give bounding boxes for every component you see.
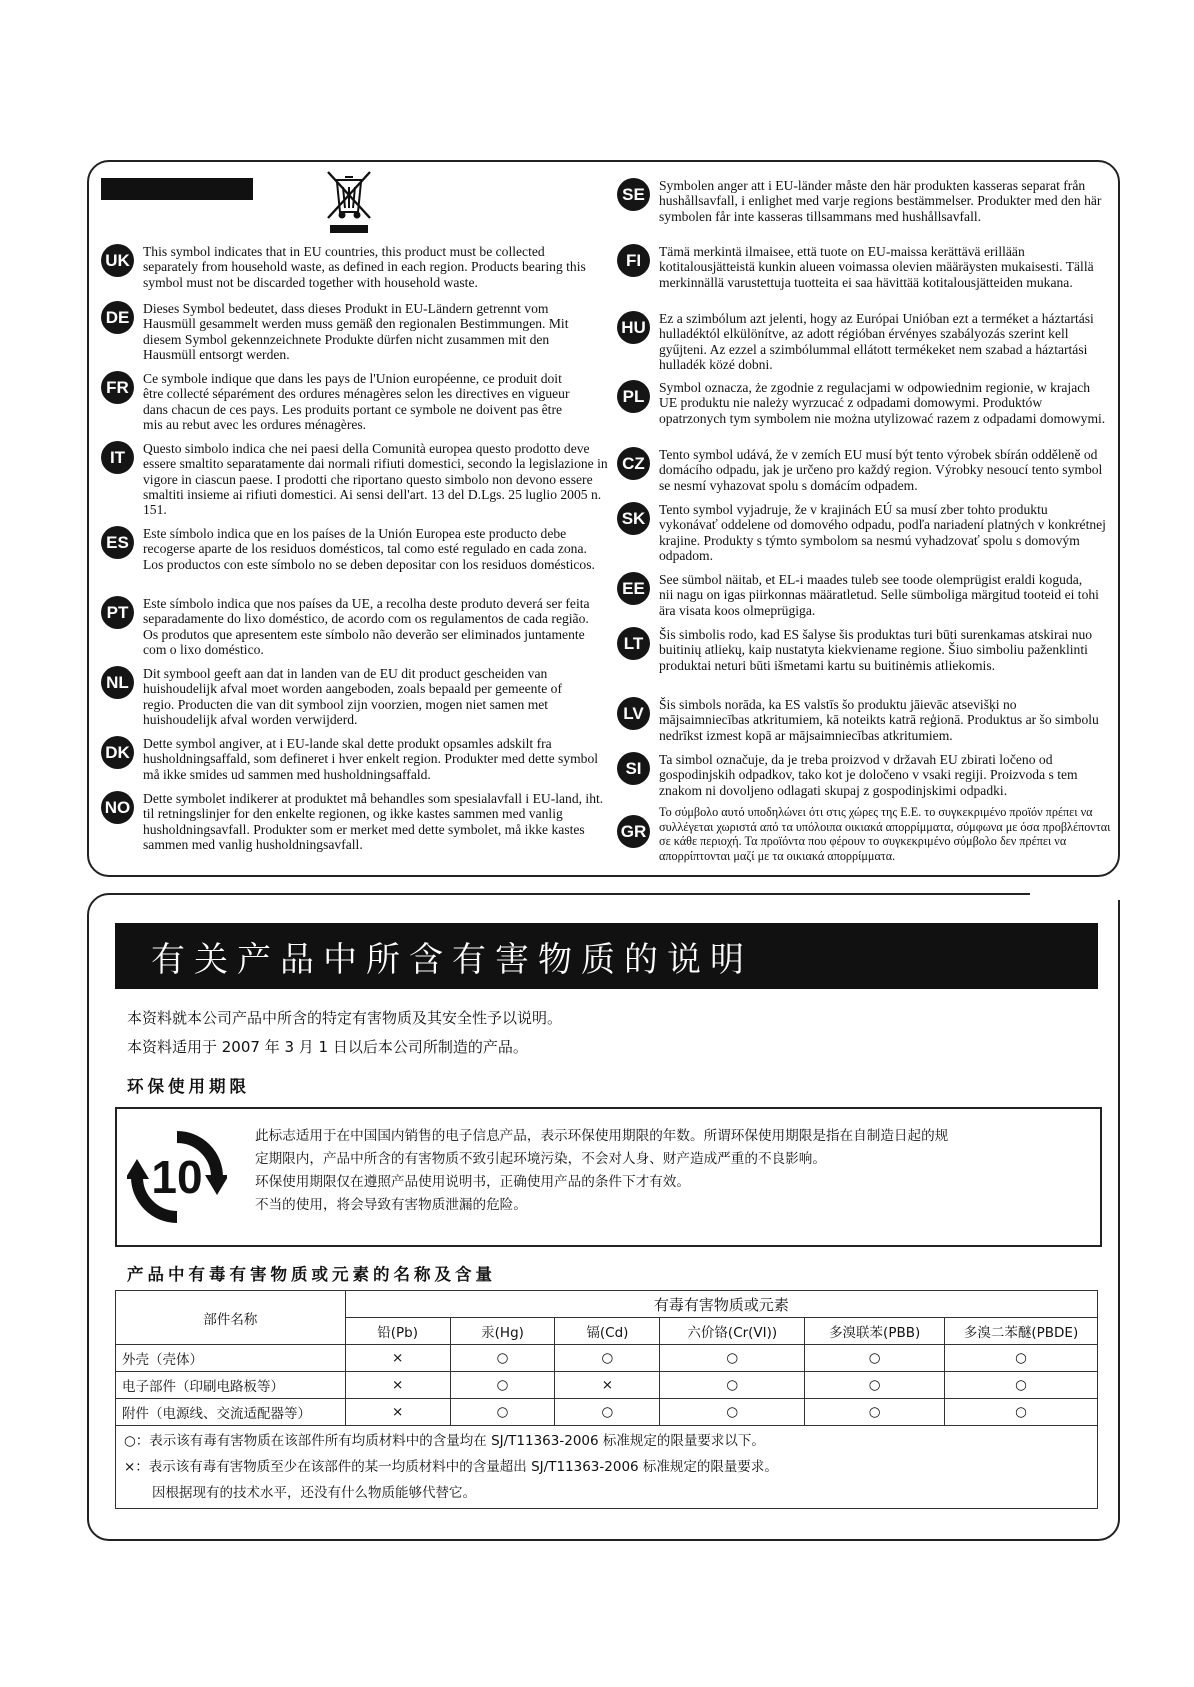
note-reason: 因根据现有的技术水平，还没有什么物质能够代替它。 [152,1485,476,1501]
entry-cz-text: Tento symbol udává, že v zemích EU musí být tento výrobek sbírán odděleně od domácího odpadu, jak je určeno pro každý region. Výrobky nesoucí tento symbol se nesmí vyhazovat spolu s domácím odpadem. [659,447,1103,493]
mark-cell: × [345,1399,450,1426]
lang-badge-se: SE [617,178,650,211]
note-circle: ○：表示该有毒有害物质在该部件所有均质材料中的含量均在 SJ/T11363-2006 标准规定的限量要求以下。 [124,1433,765,1449]
lang-badge-it: IT [101,441,134,474]
entry-lv-text: Šis simbols norāda, ka ES valstīs šo produktu jāievāc atsevišķi no mājsaimniecības atkritumiem, kā noteikts katrā reģionā. Produktus ar šo simbolu nedrīkst izmest kopā ar mājsaimniecības atkritumiem. [659,697,1099,743]
substance-group-header: 有毒有害物质或元素 [345,1291,1097,1318]
part-name-header: 部件名称 [116,1291,346,1345]
eco-period-text [255,1125,1085,1217]
mark-cell: ○ [450,1372,555,1399]
entry-nl [101,666,573,727]
entry-pl-text: Symbol oznacza, że zgodnie z regulacjami w odpowiednim regionie, w krajach UE produktu nie należy wyrzucać z odpadami domowymi. Produktów opatrzonych tym symbolem nie można utylizować razem z odpadami domowymi. [659,380,1106,426]
substance-header: 多溴联苯(PBB) [805,1318,945,1345]
eco-line-4: 不当的使用，将会导致有害物质泄漏的危险。 [255,1197,527,1213]
mark-cell: ○ [660,1399,805,1426]
intro-line-2: 本资料适用于 2007 年 3 月 1 日以后本公司所制造的产品。 [127,1038,528,1056]
entry-de [101,301,573,362]
entry-si [617,752,1114,798]
entry-lt-text: Šis simbolis rodo, kad ES šalyse šis produktas turi būti surenkamas atskirai nuo buitinių atliekų, kaip nustatyta kiekviename regione. Šiuo simboliu paženklinti produktai neturi būti išmetami kartu su buitinėmis atliekomis. [659,627,1093,673]
table-row [116,1372,1098,1399]
lang-badge-ee: EE [617,572,650,605]
entry-no-text: Dette symbolet indikerer at produktet må behandles som spesialavfall i EU-land, iht. til retningslinjer for den enkelte regionen, og ikke kastes sammen med vanlig husholdningsavfall. Produkter som er merket med dette symbolet, må ikke kastes sammen med vanlig husholdningsavfall. [143,791,604,852]
note-cross: ×：表示该有毒有害物质至少在该部件的某一均质材料中的含量超出 SJ/T11363-2006 标准规定的限量要求。 [124,1459,778,1475]
substance-header: 六价铬(Cr(VI)) [660,1318,805,1345]
lang-badge-uk: UK [101,244,134,277]
entry-se-text: Symbolen anger att i EU-länder måste den här produkten kasseras separat från hushållsavfall, i enlighet med varje regions bestämmelser. Produkter med den här symbolen får inte kasseras tillsammans med hushållsavfall. [659,178,1102,224]
lang-badge-cz: CZ [617,447,650,480]
substance-header: 镉(Cd) [555,1318,660,1345]
entry-es [101,526,603,572]
entry-de-text: Dieses Symbol bedeutet, dass dieses Produkt in EU-Ländern getrennt vom Hausmüll gesammelt werden muss gemäß den regionalen Bestimmungen. Mit diesem Symbol gekennzeichnete Produkte dürfen nicht zusammen mit den Hausmüll entsorgt werden. [143,301,569,362]
lang-badge-sk: SK [617,502,650,535]
crossed-out-bin-icon [323,168,375,236]
mark-cell: ○ [555,1399,660,1426]
entry-ee-text: See sümbol näitab, et EL-i maades tuleb see toode olemprügist eraldi koguda, nii nagu on igas piirkonnas määratletud. Selle sümboliga märgitud tooteid ei tohi ära visata koos olmeprügiga. [659,572,1099,618]
lang-badge-fi: FI [617,244,650,277]
entry-uk-text: This symbol indicates that in EU countries, this product must be collected separately from household waste, as defined in each region. Products bearing this symbol must not be discarded together with household waste. [143,244,586,290]
entry-pl [617,380,1107,426]
entry-ee [617,572,1099,618]
mark-cell: × [555,1372,660,1399]
eco-logo-number: 10 [151,1151,203,1203]
entry-sk [617,502,1107,563]
entry-gr-text: Το σύμβολο αυτό υποδηλώνει ότι στις χώρες της Ε.Ε. το συγκεκριμένο προϊόν πρέπει να συλλέγεται χωριστά από τα υπόλοιπα οικιακά απορρίμματα, σύμφωνα με όσα προβλέπονται σε κάθε περιοχή. Τα προϊόντα που φέρουν το συγκεκριμένο σύμβολο δεν πρέπει να απορρίπτονται μαζί με τα οικιακά απορρίμματα. [659,805,1111,863]
mark-cell: ○ [805,1372,945,1399]
lang-badge-nl: NL [101,666,134,699]
mark-cell: ○ [945,1372,1098,1399]
lang-badge-dk: DK [101,736,134,769]
eco-period-box [115,1107,1102,1247]
entry-nl-text: Dit symbool geeft aan dat in landen van de EU dit product gescheiden van huishoudelijk afval moet worden aangeboden, zoals bepaald per gemeente of regio. Producten die van dit symbool zijn voorzien, mogen niet samen met huishoudelijk afval worden verwijderd. [143,666,562,727]
mark-cell: ○ [945,1345,1098,1372]
entry-pt-text: Este símbolo indica que nos países da UE, a recolha deste produto deverá ser feita separadamente do lixo doméstico, de acordo com os regulamentos de cada região. Os produtos que apresentem este símbolo não deverão ser eliminados juntamente com o lixo doméstico. [143,596,590,657]
intro-line-1: 本资料就本公司产品中所含的特定有害物质及其安全性予以说明。 [127,1009,563,1027]
mark-cell: ○ [805,1345,945,1372]
mark-cell: ○ [555,1345,660,1372]
part-name: 附件（电源线、交流适配器等） [116,1399,346,1426]
lang-badge-de: DE [101,301,134,334]
hazardous-substance-table [115,1290,1098,1509]
entry-uk [101,244,603,290]
table-row [116,1345,1098,1372]
entry-hu [617,311,1099,372]
entry-fr-text: Ce symbole indique que dans les pays de l'Union européenne, ce produit doit être collecté séparément des ordures ménagères selon les directives en vigueur dans chacun de ces pays. Les produits portant ce symbole ne doivent pas être mis au rebut avec les ordures ménagères. [143,371,570,432]
entry-fi-text: Tämä merkintä ilmaisee, että tuote on EU-maissa kerättävä erillään kotitalousjätteistä kunkin alueen voimassa olevien määräysten mukaisesti. Tällä merkinnällä varustettuja tuotteita ei saa hävittää kotitalousjätteiden mukana. [659,244,1094,290]
entry-dk [101,736,603,782]
mark-cell: × [345,1345,450,1372]
entry-pt [101,596,603,657]
mark-cell: ○ [450,1399,555,1426]
substance-header: 汞(Hg) [450,1318,555,1345]
lang-badge-fr: FR [101,371,134,404]
mark-cell: ○ [945,1399,1098,1426]
mark-cell: × [345,1372,450,1399]
lang-badge-lt: LT [617,627,650,660]
mark-cell: ○ [660,1345,805,1372]
china-hazardous-substance-panel [87,893,1120,1541]
entry-gr [617,805,1114,863]
recycle-10-year-icon [127,1127,227,1227]
eco-line-3: 环保使用期限仅在遵照产品使用说明书，正确使用产品的条件下才有效。 [255,1174,690,1190]
redacted-label-bar [101,178,253,200]
part-name: 电子部件（印刷电路板等） [116,1372,346,1399]
entry-es-text: Este símbolo indica que en los países de la Unión Europea este producto debe recogerse aparte de los residuos domésticos, tal como esté regulado en cada zona. Los productos con este símbolo no se deben depositar con los residuos domésticos. [143,526,595,572]
entry-cz [617,447,1114,493]
mark-cell: ○ [805,1399,945,1426]
substance-header: 多溴二苯醚(PBDE) [945,1318,1098,1345]
lang-badge-no: NO [101,791,134,824]
entry-no [101,791,608,852]
entry-dk-text: Dette symbol angiver, at i EU-lande skal dette produkt opsamles adskilt fra husholdningsaffald, som defineret i hver enkelt region. Produkter med dette symbol må ikke smides ud sammen med husholdningsaffald. [143,736,599,782]
eco-period-heading: 环保使用期限 [127,1077,250,1096]
table-row [116,1399,1098,1426]
table-heading: 产品中有毒有害物质或元素的名称及含量 [127,1265,496,1284]
lang-badge-gr: GR [617,815,650,848]
mark-cell: ○ [660,1372,805,1399]
entry-fi [617,244,1094,290]
lang-badge-pt: PT [101,596,134,629]
entry-se [617,178,1107,224]
weee-notice-panel [87,160,1120,877]
table-notes [116,1426,1098,1509]
entry-fr [101,371,573,432]
entry-si-text: Ta simbol označuje, da je treba proizvod v državah EU zbirati ločeno od gospodinjskih odpadkov, tako kot je določeno v vsaki regiji. Proizvoda s tem znakom ni dovoljeno odlagati skupaj z gospodinjskimi odpadki. [659,752,1078,798]
lang-badge-lv: LV [617,697,650,730]
page-title: 有关产品中所含有害物质的说明 [115,923,1098,989]
lang-badge-pl: PL [617,380,650,413]
lang-badge-hu: HU [617,311,650,344]
part-name: 外壳（壳体） [116,1345,346,1372]
eco-line-1: 此标志适用于在中国国内销售的电子信息产品，表示环保使用期限的年数。所谓环保使用期限是指在自制造日起的规 [255,1128,949,1144]
lang-badge-si: SI [617,752,650,785]
entry-it-text: Questo simbolo indica che nei paesi della Comunità europea questo prodotto deve essere smaltito separatamente dai normali rifiuti domestici, secondo la legislazione in vigore in ciascun paese. I prodotti che riportano questo simbolo non devono essere smaltiti insieme ai rifiuti domestici. Ai sensi dell'art. 13 del D.Lgs. 25 luglio 2005 n. 151. [143,441,608,518]
eco-line-2: 定期限内，产品中所含的有害物质不致引起环境污染，不会对人身、财产造成严重的不良影响。 [255,1151,826,1167]
entry-sk-text: Tento symbol vyjadruje, že v krajinách EÚ sa musí zber tohto produktu vykonávať oddelene od domového odpadu, podľa nariadení platných v konkrétnej krajine. Produkty s týmto symbolom sa nesmú vyhadzovať spolu s domovým odpadom. [659,502,1106,563]
entry-hu-text: Ez a szimbólum azt jelenti, hogy az Európai Unióban ezt a terméket a háztartási hulladéktól elkülönítve, az adott régióban érvényes szabályozás szerint kell gyűjteni. Az ezzel a szimbólummal ellátott termékeket nem szabad a háztartási hulladék közé dobni. [659,311,1094,372]
substance-header: 铅(Pb) [345,1318,450,1345]
entry-lv [617,697,1107,743]
mark-cell: ○ [450,1345,555,1372]
entry-lt [617,627,1107,673]
lang-badge-es: ES [101,526,134,559]
entry-it [101,441,608,517]
